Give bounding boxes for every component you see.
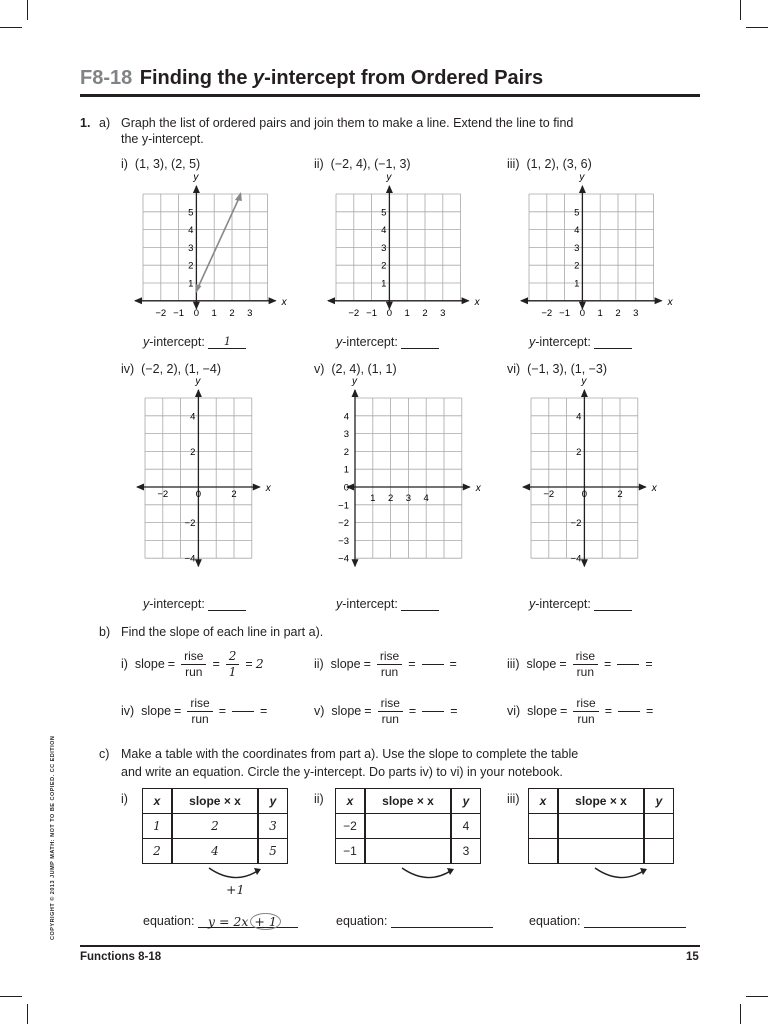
y-tick-label: 2 <box>576 446 582 458</box>
y-tick-label: 4 <box>188 225 194 237</box>
footer-rule <box>80 945 700 947</box>
axis-arrowhead <box>253 484 261 491</box>
y-intercept-iv: y-intercept: <box>143 597 246 611</box>
x-tick-label: 3 <box>633 307 639 319</box>
crop-mark <box>0 27 22 28</box>
y-tick-label: 2 <box>574 260 580 272</box>
crop-mark <box>746 996 768 997</box>
part-c-label: c) <box>99 747 110 761</box>
axis-arrowhead <box>639 484 647 491</box>
crop-mark <box>27 0 28 20</box>
y-tick-label: −4 <box>570 553 582 565</box>
x-axis-label: x <box>281 296 287 308</box>
slope-i: i) slope = $\frac{\text{rise}}{\text{run}}$ = $\frac{2}{1}$ = 2 <box>121 649 264 679</box>
item-a-i: i) (1, 3), (2, 5) <box>121 157 201 171</box>
item-a-iii: iii) (1, 2), (3, 6) <box>507 157 592 171</box>
axis-arrowhead <box>655 297 663 304</box>
table-ii-label: ii) <box>314 792 324 806</box>
equation-ii: equation: <box>336 913 493 928</box>
worksheet-code: F8-18 <box>80 67 133 89</box>
part-a-instruction: Graph the list of ordered pairs and join them to make a line. Extend the line to find <box>121 116 574 130</box>
item-a-ii: ii) (−2, 4), (−1, 3) <box>314 157 411 171</box>
part-c-instruction-2: and write an equation. Circle the y-intercept. Do parts iv) to vi) in your notebook. <box>121 765 563 779</box>
slope-iv: iv) slope = $\frac{\text{rise}}{\text{run}}$ = = <box>121 696 268 726</box>
title-text: Finding the y-intercept from Ordered Pairs <box>139 67 544 89</box>
header-rule <box>80 94 700 97</box>
x-tick-label: 1 <box>211 307 217 319</box>
table-ii: x slope × x y −2 4 −1 3 <box>335 788 481 864</box>
x-axis-label: x <box>265 483 271 494</box>
y-tick-label: 2 <box>190 446 196 458</box>
y-axis-label: y <box>193 172 199 183</box>
part-a-instruction-2: the y-intercept. <box>121 132 204 146</box>
circled-intercept: + 1 <box>250 913 280 930</box>
x-tick-label: 2 <box>617 489 623 500</box>
crop-mark <box>740 0 741 20</box>
coordinate-grid-iii <box>521 172 673 319</box>
y-tick-label: 5 <box>381 207 387 219</box>
axis-arrowhead <box>520 297 528 304</box>
x-tick-label: 0 <box>579 307 586 319</box>
axis-arrowhead <box>134 297 142 304</box>
y-intercept-ii: y-intercept: <box>336 335 439 349</box>
item-a-iv: iv) (−2, 2), (1, −4) <box>121 362 222 376</box>
x-tick-label: 3 <box>247 307 253 319</box>
line-arrowhead <box>195 284 201 294</box>
y-tick-label: 4 <box>381 225 387 237</box>
axis-arrowhead <box>193 185 200 193</box>
y-tick-label: −4 <box>184 553 196 565</box>
crop-mark <box>746 27 768 28</box>
item-a-vi: vi) (−1, 3), (1, −3) <box>507 362 608 376</box>
x-tick-label: 0 <box>193 307 200 319</box>
x-tick-label: 2 <box>615 307 621 319</box>
curved-arrow-icon <box>591 864 651 884</box>
x-tick-label: 1 <box>597 307 603 319</box>
y-tick-label: −2 <box>184 518 196 530</box>
x-axis-label: x <box>475 483 481 494</box>
axis-arrowhead <box>269 297 277 304</box>
x-tick-label: 1 <box>370 493 376 504</box>
y-tick-label: 3 <box>343 429 349 441</box>
table-iii: x slope × x y <box>528 788 674 864</box>
y-intercept-v: y-intercept: <box>336 597 439 611</box>
y-tick-label: 3 <box>574 242 580 254</box>
page-title <box>80 67 543 90</box>
x-tick-label: 2 <box>387 493 394 504</box>
axis-arrowhead <box>386 185 393 193</box>
x-tick-label: 3 <box>440 307 446 319</box>
y-tick-label: 0 <box>343 482 349 494</box>
axis-arrowhead <box>136 484 144 491</box>
x-tick-label: −2 <box>157 489 169 500</box>
copyright-notice: COPYRIGHT © 2013 JUMP MATH: NOT TO BE COPIED. CC EDITION <box>50 735 56 940</box>
y-tick-label: 4 <box>343 411 349 423</box>
x-axis-label: x <box>474 296 480 308</box>
part-a-label: a) <box>99 116 111 130</box>
axis-arrowhead <box>462 297 470 304</box>
x-tick-label: −2 <box>543 489 555 500</box>
y-tick-label: 3 <box>381 242 387 254</box>
x-tick-label: −1 <box>173 307 185 319</box>
coordinate-grid-vi <box>521 376 657 580</box>
y-axis-label: y <box>579 172 585 183</box>
x-tick-label: 3 <box>405 493 412 504</box>
y-tick-label: −2 <box>338 518 349 530</box>
part-c-instruction: Make a table with the coordinates from part a). Use the slope to complete the table <box>121 747 579 761</box>
arrow-note: +1 <box>226 882 245 897</box>
y-tick-label: −3 <box>338 535 349 547</box>
graphed-line <box>196 194 241 291</box>
coordinate-grid-iv <box>135 376 271 580</box>
y-tick-label: 1 <box>343 464 349 476</box>
x-axis-label: x <box>651 483 657 494</box>
x-tick-label: −1 <box>559 307 571 319</box>
y-tick-label: 5 <box>188 207 194 219</box>
axis-arrowhead <box>581 559 588 567</box>
x-tick-label: −2 <box>348 307 360 319</box>
y-tick-label: 2 <box>188 260 194 272</box>
crop-mark <box>0 996 22 997</box>
x-tick-label: 0 <box>581 489 588 500</box>
crop-mark <box>740 1004 741 1024</box>
x-tick-label: 2 <box>422 307 428 319</box>
axis-arrowhead <box>522 484 530 491</box>
y-tick-label: 2 <box>343 446 349 458</box>
part-b-label: b) <box>99 625 111 639</box>
y-tick-label: −1 <box>338 500 349 512</box>
x-tick-label: 4 <box>423 493 429 504</box>
equation-i: equation: y = 2x + 1 <box>143 913 298 928</box>
y-tick-label: 4 <box>574 225 580 237</box>
table-iii-label: iii) <box>507 792 520 806</box>
equation-iii: equation: <box>529 913 686 928</box>
part-b-instruction: Find the slope of each line in part a). <box>121 625 324 639</box>
question-number: 1. <box>80 116 91 130</box>
y-tick-label: 3 <box>188 242 194 254</box>
axis-arrowhead <box>581 389 588 397</box>
axis-arrowhead <box>352 559 359 567</box>
axis-arrowhead <box>195 389 202 397</box>
x-tick-label: −1 <box>366 307 378 319</box>
y-tick-label: 2 <box>381 260 387 272</box>
axis-arrowhead <box>463 484 471 491</box>
item-a-v: v) (2, 4), (1, 1) <box>314 362 397 376</box>
coordinate-grid-v <box>328 376 481 580</box>
y-tick-label: 1 <box>574 278 580 290</box>
x-tick-label: −2 <box>541 307 553 319</box>
footer-left: Functions 8-18 <box>80 951 162 963</box>
slope-iii: iii) slope = $\frac{\text{rise}}{\text{run}}$ = = <box>507 649 653 679</box>
y-intercept-iii: y-intercept: <box>529 335 632 349</box>
coordinate-grid-i <box>135 172 287 319</box>
slope-v: v) slope = $\frac{\text{rise}}{\text{run}}$ = = <box>314 696 458 726</box>
y-tick-label: 1 <box>381 278 387 290</box>
x-axis-label: x <box>667 296 673 308</box>
axis-arrowhead <box>195 559 202 567</box>
axis-arrowhead <box>579 185 586 193</box>
x-tick-label: 2 <box>231 489 237 500</box>
curved-arrow-icon <box>398 864 458 884</box>
y-axis-label: y <box>352 376 357 387</box>
coordinate-grid-ii <box>328 172 480 319</box>
slope-vi: vi) slope = $\frac{\text{rise}}{\text{run}}$ = = <box>507 696 654 726</box>
x-tick-label: 0 <box>386 307 393 319</box>
x-tick-label: 1 <box>404 307 410 319</box>
y-axis-label: y <box>581 376 587 387</box>
y-tick-label: 1 <box>188 278 194 290</box>
y-tick-label: 4 <box>190 411 196 423</box>
y-tick-label: −2 <box>570 518 582 530</box>
page-number: 15 <box>686 951 699 963</box>
crop-mark <box>27 1004 28 1024</box>
y-axis-label: y <box>386 172 392 183</box>
table-i-label: i) <box>121 792 128 806</box>
y-intercept-vi: y-intercept: <box>529 597 632 611</box>
axis-arrowhead <box>352 389 359 397</box>
y-tick-label: 4 <box>576 411 582 423</box>
slope-ii: ii) slope = $\frac{\text{rise}}{\text{run}}$ = = <box>314 649 457 679</box>
x-tick-label: 2 <box>229 307 235 319</box>
table-i: x slope × x y 1 2 3 2 4 5 <box>142 788 288 864</box>
axis-arrowhead <box>327 297 335 304</box>
y-intercept-i: y-intercept: 1 <box>143 335 246 349</box>
x-tick-label: −2 <box>155 307 167 319</box>
x-tick-label: 0 <box>195 489 202 500</box>
line-arrowhead <box>235 192 242 201</box>
y-tick-label: 5 <box>574 207 580 219</box>
y-axis-label: y <box>195 376 201 387</box>
curved-arrow-icon <box>205 864 265 884</box>
y-tick-label: −4 <box>338 553 349 565</box>
